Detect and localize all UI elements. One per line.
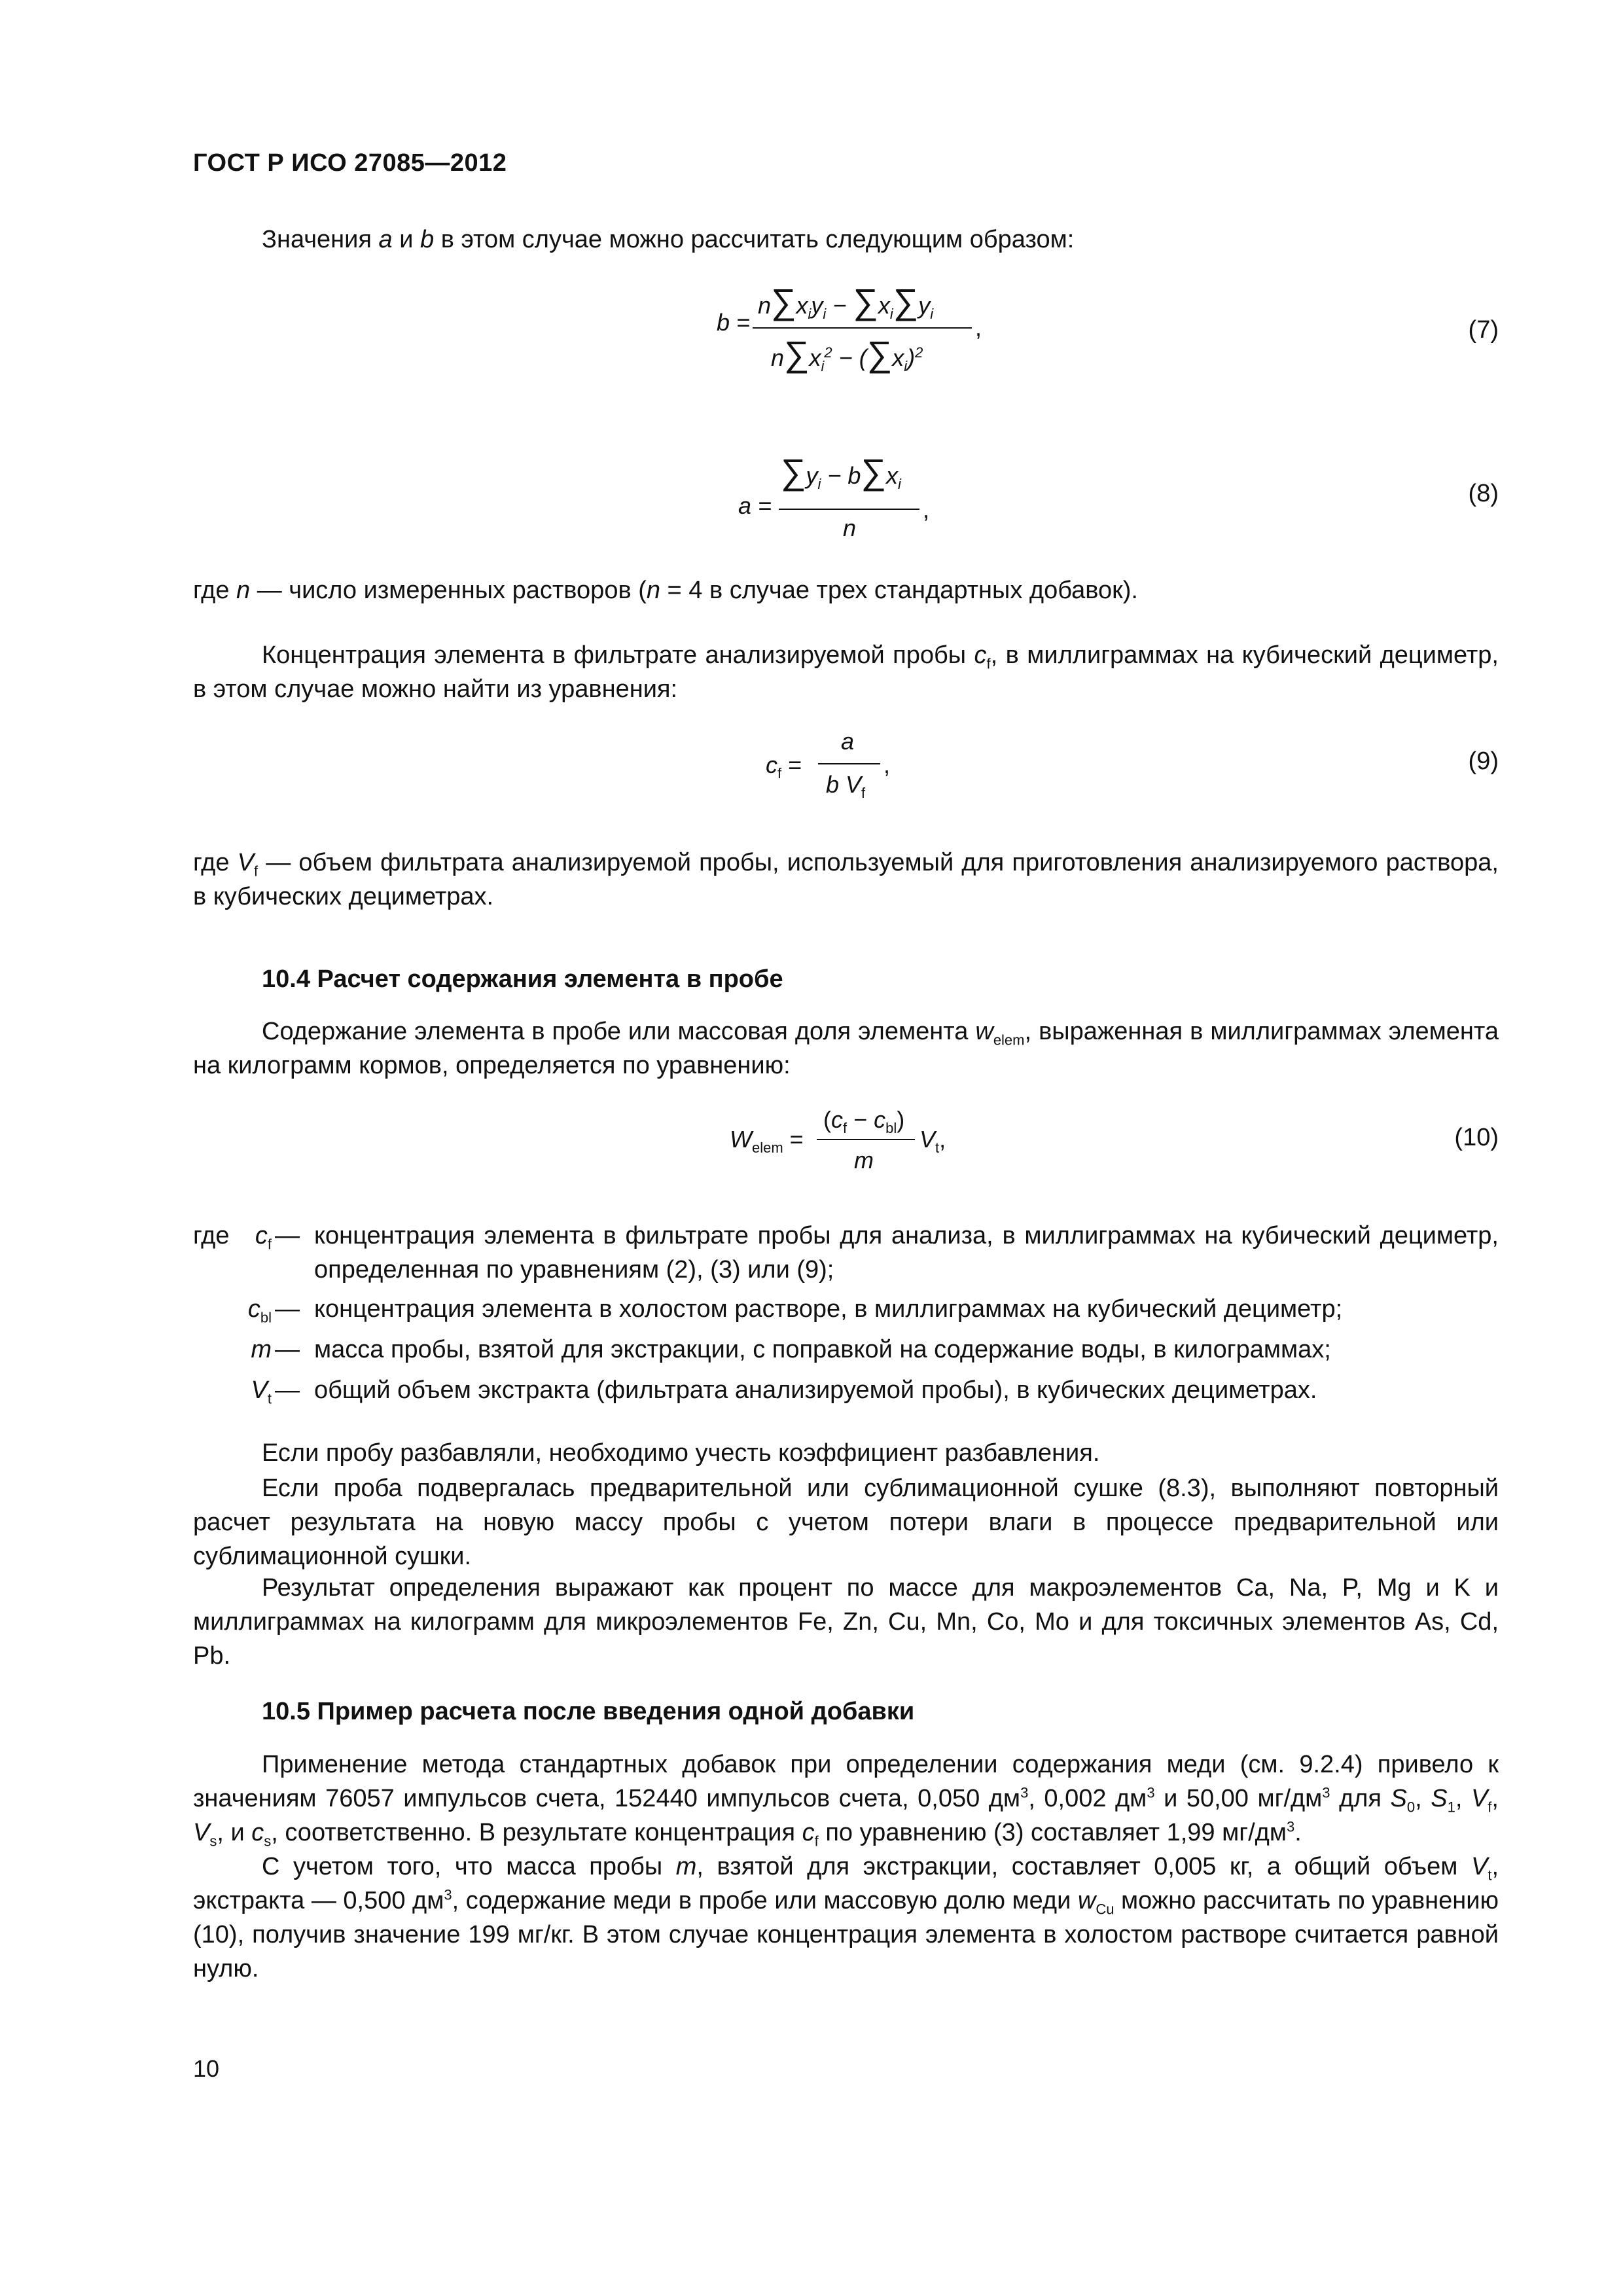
document-code-header: ГОСТ Р ИСО 27085—2012 <box>193 149 507 177</box>
page-number: 10 <box>193 2055 220 2082</box>
equation-number-10: (10) <box>1454 1124 1499 1151</box>
equation-number-9: (9) <box>1468 747 1499 775</box>
document-page: ГОСТ Р ИСО 27085—2012 Значения a и b в этом случае можно рассчитать следующим образом: b = $n\sum x_iy_i - \sum x_i\sum y_i$ $n\sum x_i^2 - (\sum x_i)^2$ , (7) a = $\sum y_i - b\sum x_i$ n , (8) где n — число измеренных растворов (n = 4 в случае трех стандартных добавок). Концентрация элемента в фильтрате анализируемой пробы $c_f$, в миллиграммах на кубический дециметр, в этом случае можно найти из уравнения: $c_f$ = a b $V_f$ , (9) где $V_f$ — объем фильтрата анализируемой пробы, используемый для приготовления анализируемого раствора, в кубических дециметрах. 10.4 Расчет содержания элемента в пробе Содержание элемента в пробе или массовая доля элемента $w_{elem}$, выраженная в миллиграммах элемента на килограмм кормов, определяется по уравнению: $W_{elem}$ = $(c_f - c_{bl})$ m $V_t$, (10) где $c_f$ — концентрация элемента в фильтрате пробы для анализа, в миллиграммах на кубический дециметр, определенная по уравнениям (2), (3) или (9); $c_{bl}$ — концентрация элемента в холостом растворе, в миллиграммах на кубический дециметр; m — масса пробы, взятой для экстракции, с поправкой на содержание воды, в килограммах; $V_t$ — общий объем экстракта (фильтрата анализируемой пробы), в кубических дециметрах. Если пробу разбавляли, необходимо учесть коэффициент разбавления. Если проба подвергалась предварительной или сублимационной сушке (8.3), выполняют повторный расчет результата на новую массу пробы с учетом потери влаги в процессе предварительной или сублимационной сушки. Результат определения выражают как процент по массе для макроэлементов Ca, Na, P, Mg и K и миллиграммах на килограмм для микроэлементов Fe, Zn, Cu, Mn, Co, Mo и для токсичных элементов As, Cd, Pb. 10.5 Пример расчета после введения одной добавки Применение метода стандартных добавок при определении содержания меди (см. 9.2.4) привело к значениям 76057 импульсов счета, 152440 импульсов счета, 0,050 $дм^3$, 0,002 $дм^3$ и 50,00 $мг/дм^3$ для $S_0$, $S_1$, $V_f$, $V_s$, и $c_s$, соответственно. В результате концентрация $c_f$ по уравнению (3) составляет 1,99 $мг/дм^3$. С учетом того, что масса пробы m, взятой для экстракции, составляет 0,005 кг, а общий объем $V_t$, экстракта — 0,500 $дм^3$, содержание меди в пробе или массовую долю меди $w_{Cu}$ можно рассчитать по уравнению (10), получив значение 199 мг/кг. В этом случае концентрация элемента в холостом растворе считается равной нулю. 10 <box>193 149 1499 2082</box>
equation-number-8: (8) <box>1468 480 1499 507</box>
section-10-4-paragraph: Содержание элемента в пробе или массовая доля элемента $w_{elem}$, выраженная в миллиграммах элемента на килограмм кормов, определяется по уравнению: <box>193 1018 1499 1079</box>
where-vf-paragraph: где $V_f$ — объем фильтрата анализируемой пробы, используемый для приготовления анализируемого раствора, в кубических дециметрах. <box>193 849 1499 910</box>
result-paragraph: Результат определения выражают как процент по массе для макроэлементов Ca, Na, P, Mg и K и миллиграммах на килограмм для микроэлементов Fe, Zn, Cu, Mn, Co, Mo и для токсичных элементов As, Cd, Pb. <box>193 1574 1499 1670</box>
drying-paragraph: Если проба подвергалась предварительной или сублимационной сушке (8.3), выполняют повторный расчет результата на новую массу пробы с учетом потери влаги в процессе предварительной или сублимационной сушки. <box>193 1475 1499 1570</box>
equation-number-7: (7) <box>1468 316 1499 344</box>
where-n-paragraph: где n — число измеренных растворов (n = 4 в случае трех стандартных добавок). <box>193 577 1138 604</box>
section-10-4-title: 10.4 Расчет содержания элемента в пробе <box>262 965 783 993</box>
section-10-5-paragraph-1: Применение метода стандартных добавок при определении содержания меди (см. 9.2.4) привело к значениям 76057 импульсов счета, 152440 импульсов счета, 0,050 $дм^3$, 0,002 $дм^3$ и 50,00 $мг/дм^3$ для $S_0$, $S_1$, $V_f$, $V_s$, и $c_s$, соответственно. В результате концентрация $c_f$ по уравнению (3) составляет 1,99 $мг/дм^3$. <box>193 1751 1499 1850</box>
section-10-5-title: 10.5 Пример расчета после введения одной добавки <box>262 1698 915 1725</box>
section-10-5-paragraph-2: С учетом того, что масса пробы m, взятой для экстракции, составляет 0,005 кг, а общий объем $V_t$, экстракта — 0,500 $дм^3$, содержание меди в пробе или массовую долю меди $w_{Cu}$ можно рассчитать по уравнению (10), получив значение 199 мг/кг. В этом случае концентрация элемента в холостом растворе считается равной нулю. <box>193 1853 1499 1982</box>
intro-paragraph: Значения a и b в этом случае можно рассчитать следующим образом: <box>262 226 1075 253</box>
dilution-paragraph: Если пробу разбавляли, необходимо учесть коэффициент разбавления. <box>262 1439 1100 1467</box>
where-item-cf: где $c_f$ — концентрация элемента в фильтрате пробы для анализа, в миллиграммах на кубический дециметр, определенная по уравнениям (2), (3) или (9); <box>193 1222 1499 1283</box>
concentration-paragraph: Концентрация элемента в фильтрате анализируемой пробы $c_f$, в миллиграммах на кубический дециметр, в этом случае можно найти из уравнения: <box>193 641 1499 703</box>
